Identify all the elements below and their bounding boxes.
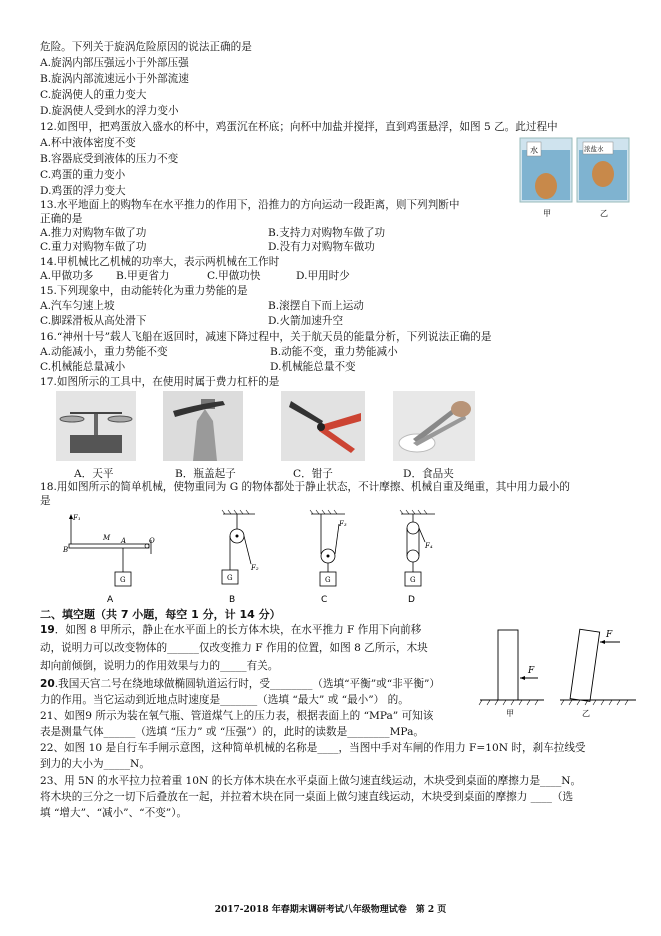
option-text: D.没有力对购物车做功	[268, 241, 375, 253]
label-o: O	[149, 537, 155, 545]
label-f1: F₁	[73, 514, 81, 522]
option-text: C.甲做功快	[207, 270, 261, 282]
question-20-text: .我国天宫二号在绕地球做椭圆轨道运行时，受________（选填“平衡”或“非平衡”）	[54, 678, 440, 690]
option-text: A.杯中液体密度不变	[40, 137, 136, 149]
balance-base-icon	[70, 435, 122, 453]
text-line: 正确的是	[40, 213, 83, 225]
question-23-line-2: 将木块的三分之一切下后叠放在一起，并拉着木块在同一桌面上做匀速直线运动，木块受到桌面的摩擦力 ____（选	[40, 791, 574, 803]
caption-food-tongs: D．食品夹	[403, 468, 454, 480]
figure-8-blocks	[476, 620, 648, 720]
force-label-left: F	[528, 666, 535, 676]
label-f3: F₃	[339, 520, 347, 528]
option-text: A.甲做功多	[40, 270, 94, 282]
label-f4: F₄	[425, 542, 433, 550]
option-text: B.支持力对购物车做了功	[268, 227, 386, 239]
option-text: C.重力对购物车做了功	[40, 241, 147, 253]
pulley-d-bottom	[407, 550, 419, 562]
label-a: A	[121, 537, 127, 545]
question-18-stem: 18.用如图所示的简单机械，使物重同为 G 的物体都处于静止状态，不计摩擦、机械自重及绳重，其中用力最小的	[40, 481, 570, 493]
question-20-number: 20	[40, 678, 55, 690]
option-text: B.滚摆自下而上运动	[268, 300, 364, 312]
fig-label-b: B	[229, 595, 236, 605]
question-20-line-1	[40, 676, 440, 692]
option-text: A.汽车匀速上坡	[40, 300, 115, 312]
fig-label-c: C	[321, 595, 328, 605]
question-17-stem: 17.如图所示的工具中，在使用时属于费力杠杆的是	[40, 376, 280, 388]
egg-right-icon	[592, 161, 614, 187]
option-text: C.鸡蛋的重力变小	[40, 169, 126, 181]
egg-left-icon	[535, 173, 557, 199]
question-16-stem: 16.“神州十号”载人飞船在返回时，减速下降过程中，关于航天员的能量分析，下列说法正确的是	[40, 331, 492, 343]
fig8-caption-jia: 甲	[506, 709, 514, 718]
fig-label-a: A	[107, 595, 114, 605]
fig5-caption-jia: 甲	[543, 209, 551, 218]
question-14-stem: 14.甲机械比乙机械的功率大，表示两机械在工作时	[40, 256, 280, 268]
beaker-label-brine: 浓盐水	[584, 145, 604, 153]
photo-balance	[56, 391, 136, 461]
figure-simple-machines	[55, 506, 455, 606]
weight-label-d: G	[410, 576, 416, 584]
question-23-line-1: 23、用 5N 的水平拉力拉着重 10N 的长方体木块在水平桌面上做匀速直线运动，木块受到桌面的摩擦力是____N。	[40, 775, 582, 787]
beaker-label-water: 水	[530, 146, 538, 155]
question-15-stem: 15.下列现象中，由动能转化为重力势能的是	[40, 285, 248, 297]
pulley-d-top	[407, 522, 419, 534]
question-19-line-3: 却向前倾倒，说明力的作用效果与力的_____有关。	[40, 660, 279, 672]
fig5-caption-yi: 乙	[600, 209, 608, 218]
option-text: D.旋涡使人受到水的浮力变小	[40, 105, 179, 117]
question-13-stem: 13.水平地面上的购物车在水平推力的作用下，沿推力的方向运动一段距离，则下列判断中	[40, 199, 460, 211]
label-b: B	[63, 546, 69, 554]
weight-label-c: G	[325, 576, 331, 584]
option-text: B.容器底受到液体的压力不变	[40, 153, 179, 165]
text-line: 危险。下列关于旋涡危险原因的说法正确的是	[40, 41, 252, 53]
force-label-right: F	[606, 630, 613, 640]
question-19-number: 19	[40, 624, 55, 636]
fig-label-d: D	[408, 595, 415, 605]
label-m: M	[103, 534, 111, 542]
section-2-heading: 二、填空题（共 7 小题，每空 1 分，计 14 分）	[40, 608, 281, 621]
option-text: D.鸡蛋的浮力变大	[40, 185, 126, 197]
option-text: A.推力对购物车做了功	[40, 227, 147, 239]
option-text: D.甲用时少	[296, 270, 350, 282]
photo-food-tongs	[393, 391, 475, 461]
question-21-line-2: 表是测量气体______（选填 “压力” 或 “压强”）的，此时的读数是________MPa。	[40, 726, 424, 738]
option-text: D.火箭加速升空	[268, 315, 344, 327]
lever-bar	[69, 544, 149, 548]
question-19-line-2: 动，说明力可以改变物体的______仅改变推力 F 作用的位置，如图 8 乙所示，木块	[40, 642, 428, 654]
weight-label-a: G	[120, 576, 126, 584]
photo-bottle-opener	[163, 391, 243, 461]
option-text: D.机械能总量不变	[270, 361, 356, 373]
question-23-line-3: 填 “增大”、“减小”、“不变”）。	[40, 807, 188, 819]
label-f2: F₂	[251, 564, 259, 572]
caption-pliers: C．钳子	[293, 468, 333, 480]
question-19-text: ．如图 8 甲所示，静止在水平面上的长方体木块，在水平推力 F 作用下向前移	[54, 624, 422, 636]
caption-bottle-opener: B．瓶盖起子	[175, 468, 236, 480]
question-12-stem: 12.如图甲，把鸡蛋放入盛水的杯中，鸡蛋沉在杯底；向杯中加盐并搅拌，直到鸡蛋悬浮，如图 5 乙。此过程中	[40, 121, 558, 133]
beaker-photos	[515, 136, 645, 226]
question-18-stem-end: 是	[40, 495, 51, 507]
option-text: A.动能减小，重力势能不变	[40, 346, 168, 358]
caption-balance: A．天平	[74, 468, 114, 480]
page-footer: 2017-2018 年春期末调研考试八年级物理试卷 第 2 页	[214, 905, 447, 915]
question-21-line-1: 21、如图9 所示为装在氧气瓶、管道煤气上的压力表，根据表面上的 “MPa” 可知该	[40, 710, 434, 722]
option-text: C.脚踩滑板从高处滑下	[40, 315, 147, 327]
figure-5-eggs	[515, 136, 645, 226]
option-text: B.甲更省力	[116, 270, 170, 282]
photo-pliers	[281, 391, 365, 461]
block-tilted	[570, 629, 600, 701]
question-19-line-1	[40, 622, 421, 638]
option-text: C.机械能总量减小	[40, 361, 126, 373]
fig8-caption-yi: 乙	[582, 709, 590, 718]
option-text: B.动能不变，重力势能减小	[270, 346, 398, 358]
question-22-line-1: 22、如图 10 是自行车手闸示意图，这种简单机械的名称是____，当图中手对车闸的作用力 F=10N 时，刹车拉线受	[40, 742, 586, 754]
block-upright	[498, 630, 518, 700]
option-text: B.旋涡内部流速远小于外部流速	[40, 73, 189, 85]
option-text: C.旋涡使人的重力变大	[40, 89, 147, 101]
weight-label-b: G	[227, 574, 233, 582]
question-20-line-2: 力的作用。当它运动到近地点时速度是_______（选填 “最大” 或 “最小”） 的。	[40, 694, 409, 706]
option-text: A.旋涡内部压强远小于外部压强	[40, 57, 189, 69]
question-22-line-2: 到力的大小为_____N。	[40, 758, 150, 770]
